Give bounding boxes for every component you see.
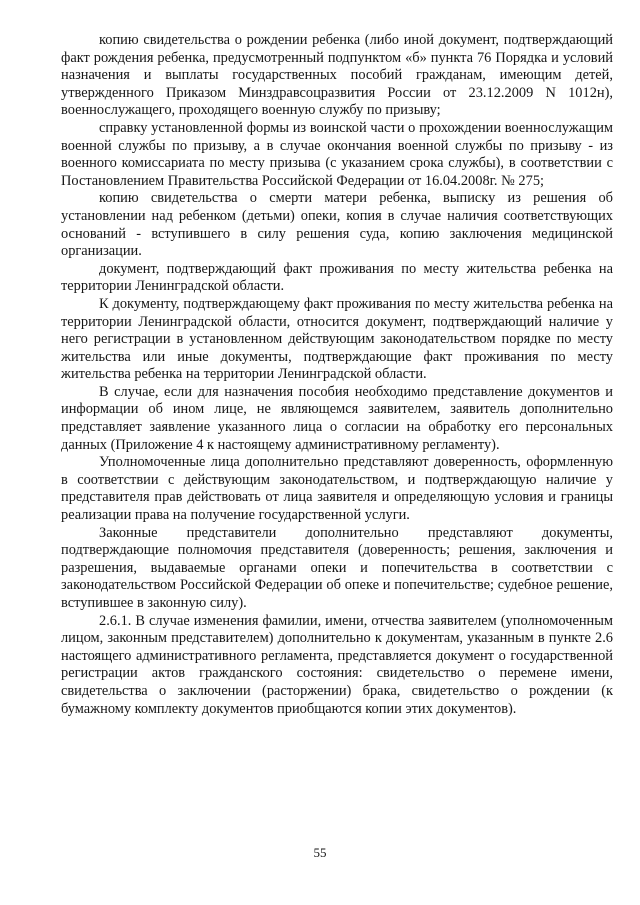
paragraph-residence-document: документ, подтверждающий факт проживания по месту жительства ребенка на территории Ленинградской области. (61, 260, 613, 295)
paragraph-birth-certificate: копию свидетельства о рождении ребенка (либо иной документ, подтверждающий факт рождения ребенка, предусмотренный подпунктом «б» пункта 76 Порядка и условий назначения и выплаты государственных пособий гражданам, имеющим детей, утвержденного Приказом Минздравсоцразвития России от 23.12.2009 N 1012н), военнослужащего, проходящего военную службу по призыву; (61, 32, 613, 119)
paragraph-legal-representatives: Законные представители дополнительно представляют документы, подтверждающие полномочия представителя (доверенность; решения, заключения и разрешения, выдаваемые органами опеки и попечительства в соответствии с законодательством Российской Федерации об опеке и попечительстве; судебное решение, вступившее в законную силу). (61, 524, 613, 611)
paragraph-death-certificate: копию свидетельства о смерти матери ребенка, выписку из решения об установлении над ребенком (детьми) опеки, копия в случае наличия соответствующих оснований - вступившего в силу решения суда, копию заключения медицинской организации. (61, 190, 613, 260)
paragraph-residence-proof: К документу, подтверждающему факт проживания по месту жительства ребенка на территории Ленинградской области, относится документ, подтверждающий наличие у него регистрации в установленном действующим законодательством порядке по месту жительства или иные документы, подтверждающие факт проживания по месту жительства ребенка на территории Ленинградской области. (61, 295, 613, 383)
paragraph-personal-data-consent: В случае, если для назначения пособия необходимо представление документов и информации об ином лице, не являющемся заявителем, заявитель дополнительно представляет заявление указанного лица о согласии на обработку его персональных данных (Приложение 4 к настоящему административному регламенту). (61, 383, 613, 453)
paragraph-authorized-persons: Уполномоченные лица дополнительно представляют доверенность, оформленную в соответствии с действующим законодательством, и подтверждающую наличие у представителя прав действовать от лица заявителя и определяющую условия и границы реализации права на получение государственной услуги. (61, 454, 613, 524)
paragraph-military-certificate: справку установленной формы из воинской части о прохождении военнослужащим военной службы по призыву, а в случае окончания военной службы по призыву - из военного комиссариата по месту призыва (с указанием срока службы), в соответствии с Постановлением Правительства Российской Федерации от 16.04.2008г. № 275; (61, 119, 613, 189)
page-number: 55 (313, 845, 327, 860)
paragraph-name-change: 2.6.1. В случае изменения фамилии, имени, отчества заявителем (уполномоченным лицом, законным представителем) дополнительно к документам, указанным в пункте 2.6 настоящего административного регламента, представляется документ о государственной регистрации актов гражданского состояния: свидетельство о перемене имени, свидетельства о заключении (расторжении) брака, свидетельство о рождении (к бумажному комплекту документов приобщаются копии этих документов). (61, 612, 613, 717)
document-body (61, 32, 613, 718)
